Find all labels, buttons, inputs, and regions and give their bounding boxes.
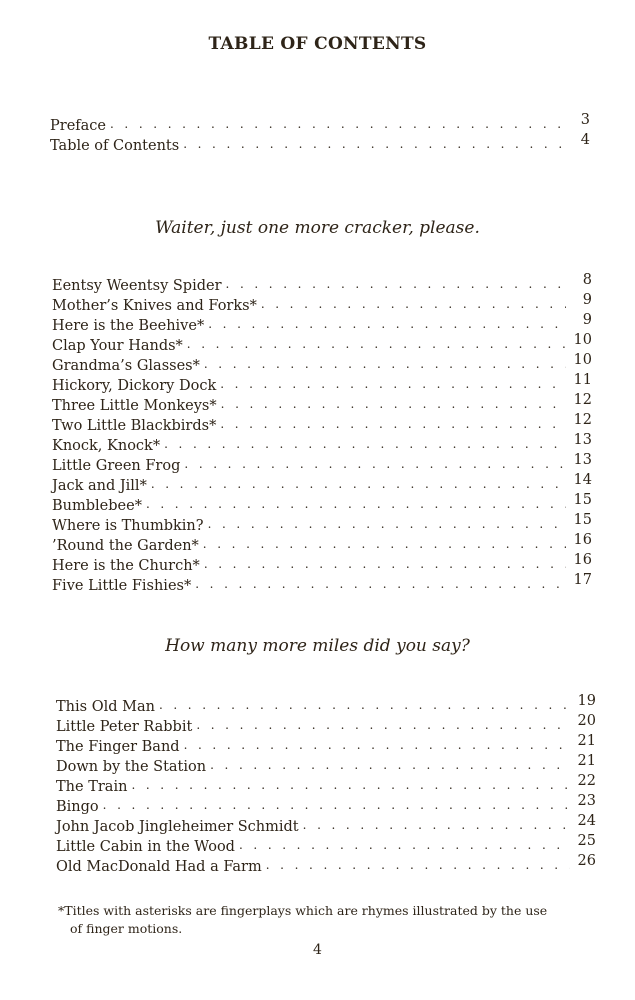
dot-leader: [184, 735, 570, 755]
toc-entry-title: John Jacob Jingleheimer Schmidt: [56, 819, 299, 835]
footnote-line-2: of finger motions.: [70, 921, 183, 936]
toc-entry-title: Two Little Blackbirds*: [52, 418, 217, 434]
dot-leader: [151, 474, 566, 494]
toc-entry-title: Little Green Frog: [52, 458, 181, 474]
toc-entry-title: Jack and Jill*: [52, 478, 147, 494]
section-heading-2: How many more miles did you say?: [165, 636, 470, 656]
toc-entry: [56, 713, 596, 737]
toc-entry: [50, 112, 590, 136]
toc-entry: [52, 412, 592, 436]
dot-leader: [239, 835, 570, 855]
dot-leader: [110, 114, 564, 134]
toc-entry-title: The Finger Band: [56, 739, 180, 755]
toc-entry-title: Grandma’s Glasses*: [52, 358, 200, 374]
toc-entry: [56, 833, 596, 857]
toc-entry-page: 14: [573, 472, 592, 488]
toc-entry: [52, 572, 592, 596]
toc-entry-title: Down by the Station: [56, 759, 207, 775]
dot-leader: [266, 855, 570, 875]
toc-entry: [56, 773, 596, 797]
toc-entry-page: 3: [580, 112, 590, 128]
toc-entry-title: Three Little Monkeys*: [52, 398, 217, 414]
toc-entry-page: 15: [573, 492, 592, 508]
dot-leader: [226, 274, 566, 294]
page-number: 4: [313, 942, 322, 958]
toc-entry-title: Five Little Fishies*: [52, 578, 192, 594]
footnote: [58, 902, 598, 938]
toc-entry: [52, 552, 592, 576]
toc-entry-title: Clap Your Hands*: [52, 338, 183, 354]
toc-entry: [52, 452, 592, 476]
dot-leader: [204, 354, 566, 374]
toc-entry: [52, 372, 592, 396]
toc-entry: [52, 532, 592, 556]
section-2-list: [56, 693, 596, 877]
dot-leader: [131, 775, 570, 795]
toc-entry: [52, 392, 592, 416]
toc-entry-page: 25: [577, 833, 596, 849]
toc-entry-page: 4: [580, 132, 590, 148]
section-1-list: [52, 272, 592, 596]
dot-leader: [261, 294, 566, 314]
toc-entry: [56, 733, 596, 757]
page-title: TABLE OF CONTENTS: [208, 34, 427, 54]
dot-leader: [187, 334, 566, 354]
dot-leader: [210, 755, 570, 775]
dot-leader: [220, 374, 566, 394]
toc-entry-title: Old MacDonald Had a Farm: [56, 859, 262, 875]
dot-leader: [303, 815, 570, 835]
toc-entry-page: 9: [582, 312, 592, 328]
toc-entry-page: 13: [573, 452, 592, 468]
dot-leader: [164, 434, 566, 454]
toc-entry-title: The Train: [56, 779, 128, 795]
toc-entry: [52, 352, 592, 376]
toc-entry-page: 10: [573, 352, 592, 368]
toc-entry-title: Little Peter Rabbit: [56, 719, 193, 735]
toc-entry: [52, 432, 592, 456]
toc-entry: [52, 312, 592, 336]
toc-entry: [56, 793, 596, 817]
dot-leader: [146, 494, 566, 514]
toc-entry-page: 21: [577, 733, 596, 749]
toc-entry-page: 8: [582, 272, 592, 288]
toc-entry-title: Bingo: [56, 799, 99, 815]
toc-entry-title: Here is the Church*: [52, 558, 200, 574]
toc-entry: [56, 853, 596, 877]
toc-entry: [56, 753, 596, 777]
dot-leader: [103, 795, 570, 815]
dot-leader: [196, 715, 570, 735]
dot-leader: [203, 534, 566, 554]
toc-entry-page: 24: [577, 813, 596, 829]
toc-entry-title: Little Cabin in the Wood: [56, 839, 235, 855]
dot-leader: [208, 514, 566, 534]
toc-entry-title: Mother’s Knives and Forks*: [52, 298, 257, 314]
toc-entry-title: This Old Man: [56, 699, 155, 715]
toc-entry-page: 20: [577, 713, 596, 729]
toc-entry: [56, 693, 596, 717]
toc-entry-page: 22: [577, 773, 596, 789]
dot-leader: [184, 454, 566, 474]
dot-leader: [159, 695, 570, 715]
footnote-line-1: *Titles with asterisks are fingerplays which are rhymes illustrated by the use: [58, 903, 548, 918]
toc-entry-title: Where is Thumbkin?: [52, 518, 204, 534]
toc-entry-page: 16: [573, 552, 592, 568]
toc-entry: [56, 813, 596, 837]
toc-entry-page: 11: [573, 372, 592, 388]
toc-entry-title: Hickory, Dickory Dock: [52, 378, 217, 394]
dot-leader: [195, 574, 566, 594]
toc-entry-page: 21: [577, 753, 596, 769]
toc-entry-title: ’Round the Garden*: [52, 538, 199, 554]
toc-entry-page: 23: [577, 793, 596, 809]
dot-leader: [204, 554, 566, 574]
toc-entry-page: 12: [573, 392, 592, 408]
toc-entry-title: Knock, Knock*: [52, 438, 161, 454]
dot-leader: [220, 414, 566, 434]
dot-leader: [208, 314, 566, 334]
toc-entry: [52, 332, 592, 356]
dot-leader: [221, 394, 566, 414]
toc-entry: [52, 292, 592, 316]
toc-entry: [52, 272, 592, 296]
section-heading-1: Waiter, just one more cracker, please.: [155, 218, 480, 238]
toc-entry: [52, 512, 592, 536]
toc-entry-page: 17: [573, 572, 592, 588]
toc-entry: [52, 492, 592, 516]
toc-entry-page: 9: [582, 292, 592, 308]
toc-entry-page: 12: [573, 412, 592, 428]
toc-entry-page: 15: [573, 512, 592, 528]
toc-entry-title: Table of Contents: [50, 138, 180, 154]
toc-entry-page: 13: [573, 432, 592, 448]
toc-entry-page: 16: [573, 532, 592, 548]
toc-entry-title: Eentsy Weentsy Spider: [52, 278, 222, 294]
toc-entry-page: 26: [577, 853, 596, 869]
front-matter-list: [50, 112, 590, 156]
toc-entry: [50, 132, 590, 156]
toc-entry-title: Preface: [50, 118, 106, 134]
toc-entry-title: Here is the Beehive*: [52, 318, 205, 334]
toc-entry: [52, 472, 592, 496]
toc-entry-page: 19: [577, 693, 596, 709]
dot-leader: [183, 134, 564, 154]
toc-entry-title: Bumblebee*: [52, 498, 142, 514]
toc-entry-page: 10: [573, 332, 592, 348]
